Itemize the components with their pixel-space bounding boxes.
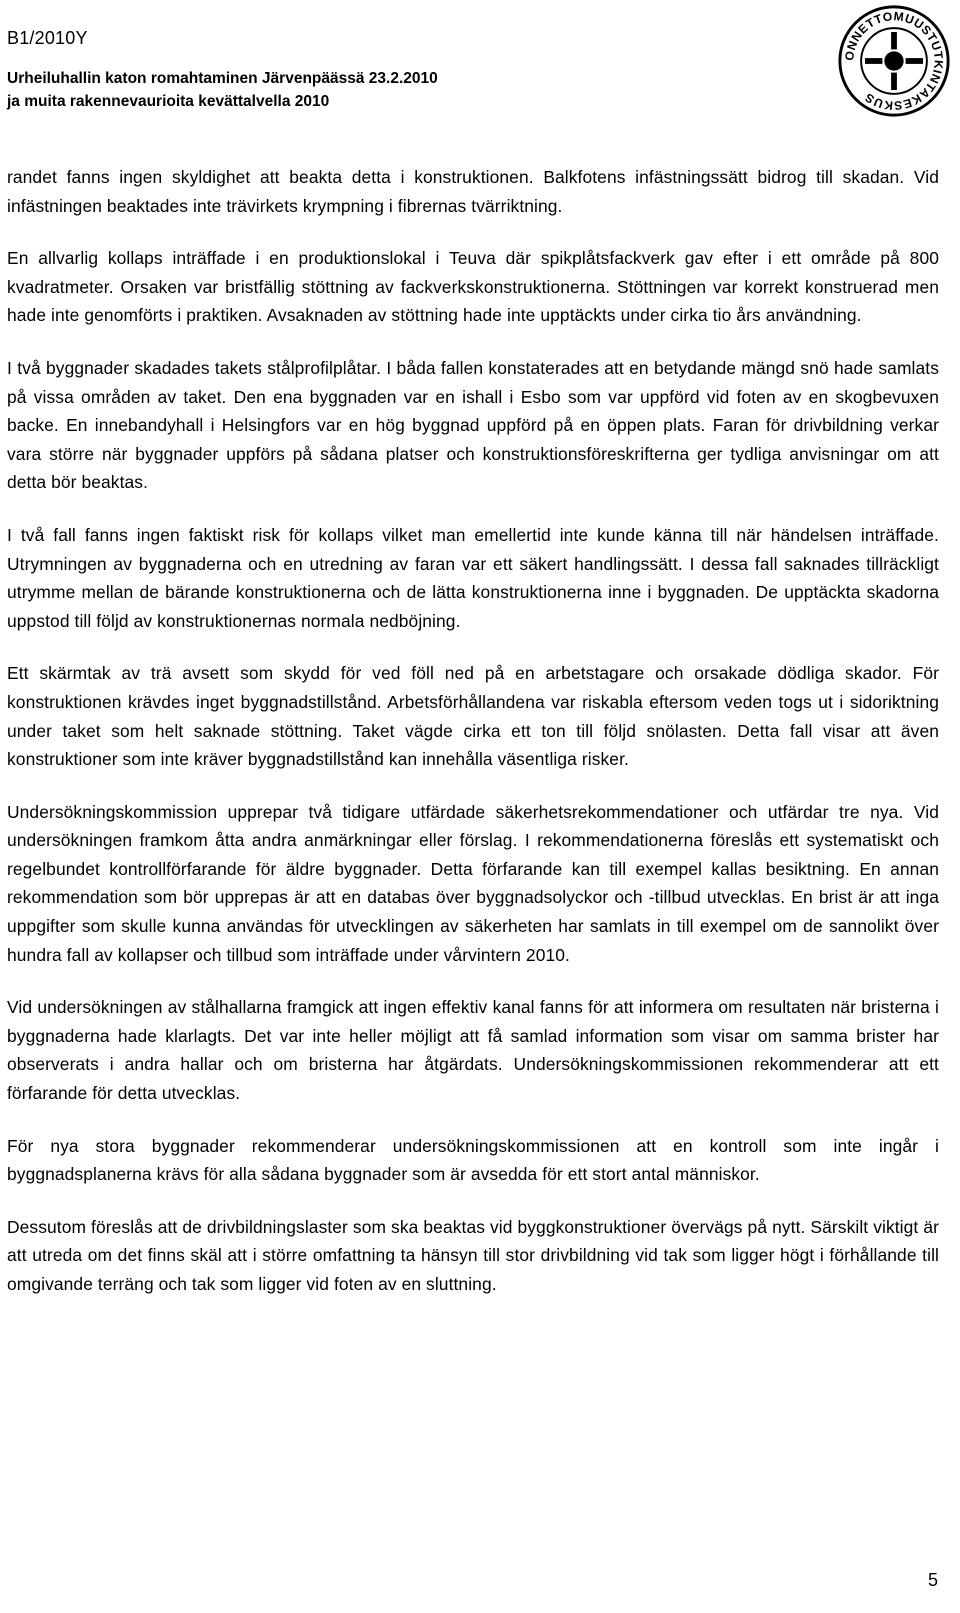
paragraph: Ett skärmtak av trä avsett som skydd för ved föll ned på en arbetstagare och orsakade dödliga skador. För konstruktionen krävdes inget byggnadstillstånd. Arbetsförhållandena var riskabla eftersom veden togs ut i sidoriktning under taket som helt saknade stöttning. Taket vägde cirka ett ton till följd snölasten. Detta fall visar att även konstruktioner som inte kräver byggnadstillstånd kan innehålla väsentliga risker. xyxy=(7,663,939,770)
paragraph: Vid undersökningen av stålhallarna framgick att ingen effektiv kanal fanns för att informera om resultaten när bristerna i byggnaderna hade klarlagts. Det var inte heller möjligt att få samlad information som visar om samma brister har observerats i andra hallar och om bristerna har åtgärdats. Undersökningskommissionen rekommenderar att ett förfarande för detta utvecklas. xyxy=(7,997,939,1104)
body-text xyxy=(7,163,939,1323)
page-number: 5 xyxy=(927,1570,938,1590)
paragraph: randet fanns ingen skyldighet att beakta detta i konstruktionen. Balkfotens infästningssätt bidrog till skadan. Vid infästningen beaktades inte trävirkets krympning i fibrernas tvärriktning. xyxy=(7,167,939,216)
logo-text: ONNETTOMUUSTUTKINTAKESKUS xyxy=(842,9,946,113)
seal-logo-icon xyxy=(836,3,952,119)
report-title-line-2: ja muita rakennevaurioita kevättalvella 2010 xyxy=(7,93,330,110)
paragraph: En allvarlig kollaps inträffade i en produktionslokal i Teuva där spikplåtsfackverk gav efter i ett område på 800 kvadratmeter. Orsaken var bristfällig stöttning av fackverkskonstruktionerna. Stöttningen var korrekt konstruerad men hade inte genomförts i praktiken. Avsaknaden av stöttning hade inte upptäckts under cirka tio års användning. xyxy=(7,248,939,326)
logo-center-mark xyxy=(865,32,923,90)
page-header xyxy=(7,26,787,113)
paragraph: Undersökningskommission upprepar två tidigare utfärdade säkerhetsrekommendationer och utfärdar tre nya. Vid undersökningen framkom åtta andra anmärkningar eller förslag. I rekommendationerna föreslås ett systematiskt och regelbundet kontrollförfarande för äldre byggnader. Detta förfarande kan till exempel kallas besiktning. En annan rekommendation som bör upprepas är att en databas över byggnadsolyckor och -tillbud utvecklas. En brist är att inga uppgifter som skulle kunna användas för utvecklingen av säkerheten har samlats in till exempel om de sannolikt över hundra fall av kollapser och tillbud som inträffade under vårvintern 2010. xyxy=(7,801,939,965)
paragraph: I två byggnader skadades takets stålprofilplåtar. I båda fallen konstaterades att en betydande mängd snö hade samlats på vissa områden av taket. Den ena byggnaden var en ishall i Esbo som var uppförd vid foten av en skogbevuxen backe. En innebandyhall i Helsingfors var en hög byggnad uppförd på en öppen plats. Faran för drivbildning verkar vara större när byggnader uppförs på sådana platser och konstruktionsföreskrifterna ger tydliga anvisningar om att detta bör beaktas. xyxy=(7,357,939,493)
paragraph: För nya stora byggnader rekommenderar undersökningskommissionen att en kontroll som inte ingår i byggnadsplanerna krävs för alla sådana byggnader som är avsedda för ett stort antal människor. xyxy=(7,1135,939,1185)
paragraph: I två fall fanns ingen faktiskt risk för kollaps vilket man emellertid inte kunde känna till när händelsen inträffade. Utrymningen av byggnaderna och en utredning av faran var ett säkert handlingssätt. I dessa fall saknades tillräckligt utrymme mellan de bärande konstruktionerna och de lätta konstruktionerna inne i byggnaden. De upptäckta skadorna uppstod till följd av konstruktionernas normala nedböjning. xyxy=(7,524,939,631)
report-code: B1/2010Y xyxy=(7,28,88,48)
report-title-line-1: Urheiluhallin katon romahtaminen Järvenpäässä 23.2.2010 xyxy=(7,70,438,87)
paragraph: Dessutom föreslås att de drivbildningslaster som ska beaktas vid byggkonstruktioner övervägs på nytt. Särskilt viktigt är att utreda om det finns skäl att i större omfattning ta hänsyn till stor drivbildning vid tak som ligger högt i förhållande till omgivande terräng och tak som ligger vid foten av en sluttning. xyxy=(7,1216,939,1294)
